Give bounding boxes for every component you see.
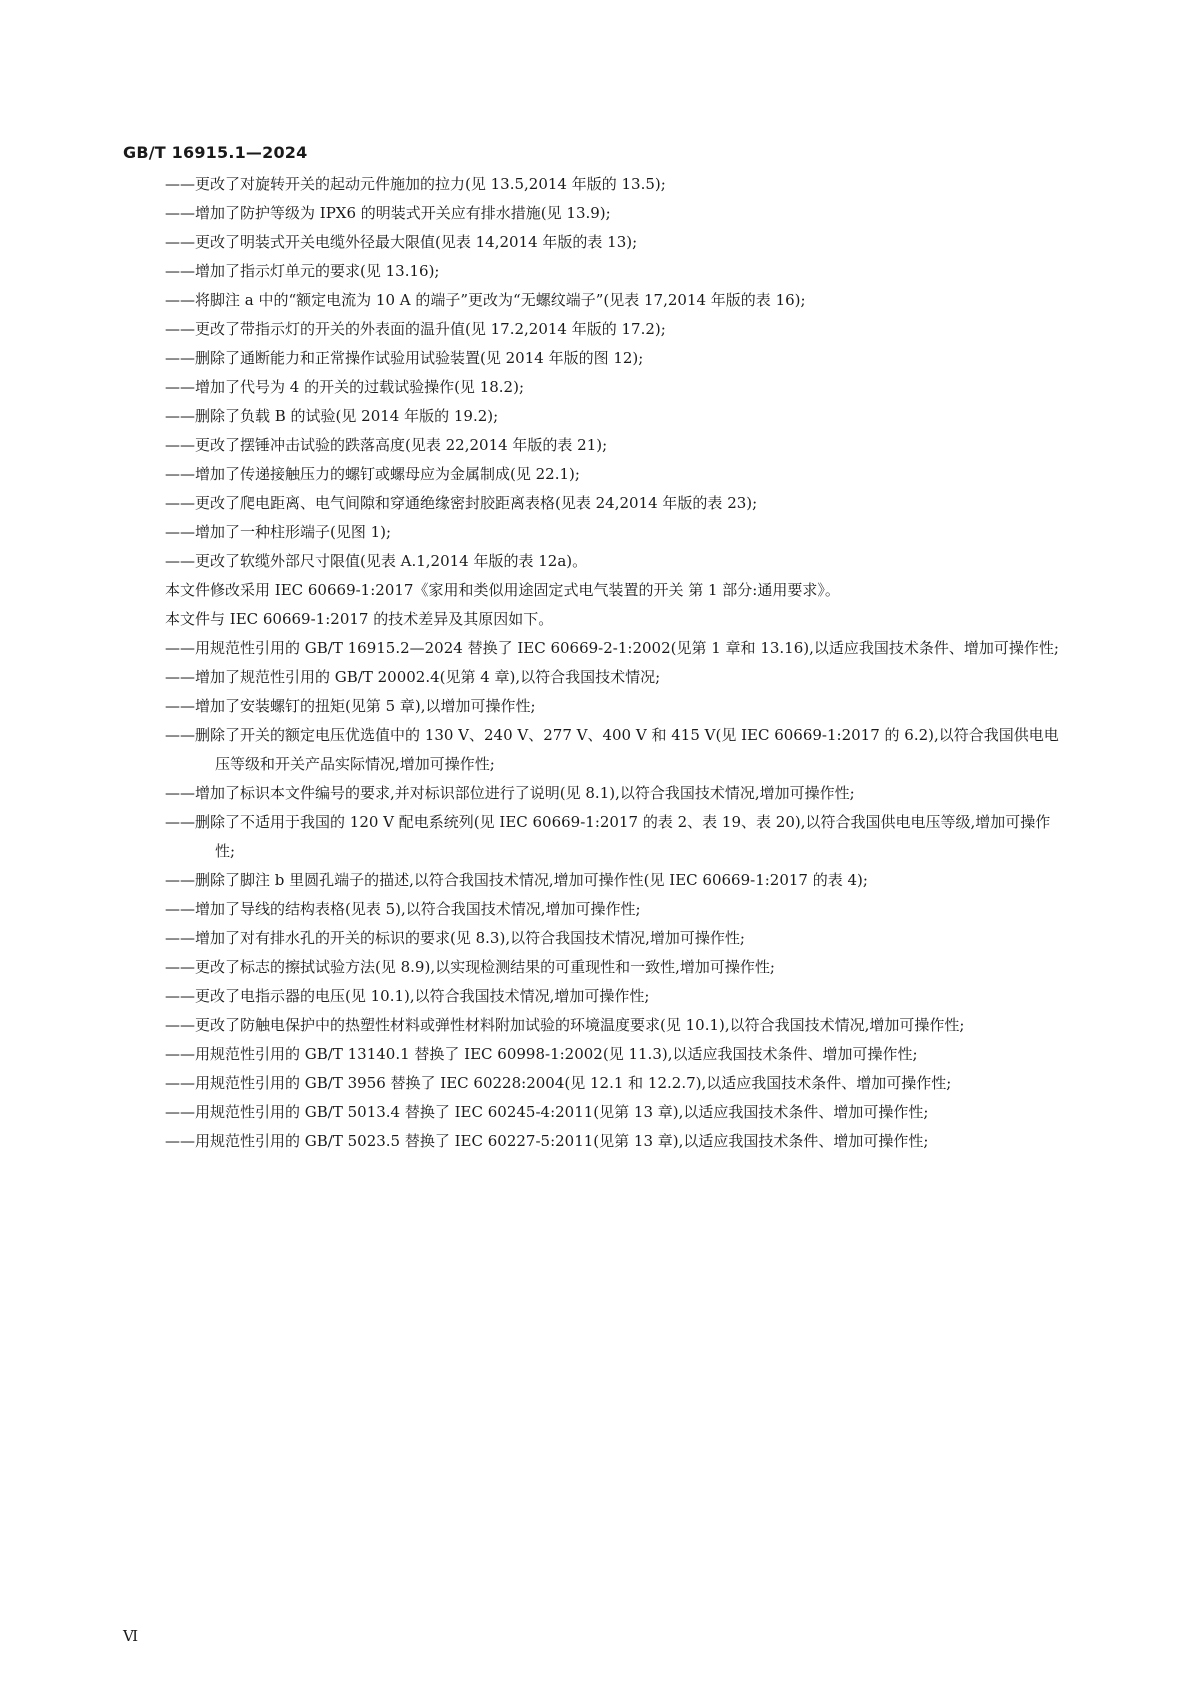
standard-code-header: GB/T 16915.1—2024 <box>123 143 308 162</box>
list-item: ——增加了标识本文件编号的要求,并对标识部位进行了说明(见 8.1),以符合我国技术情况,增加可操作性; <box>165 784 855 802</box>
list-item: ——删除了通断能力和正常操作试验用试验装置(见 2014 年版的图 12); <box>165 349 644 367</box>
list-item: ——更改了摆锤冲击试验的跌落高度(见表 22,2014 年版的表 21); <box>165 436 608 454</box>
list-item: ——用规范性引用的 GB/T 3956 替换了 IEC 60228:2004(见 12.1 和 12.2.7),以适应我国技术条件、增加可操作性; <box>165 1074 952 1092</box>
list-item: ——更改了标志的擦拭试验方法(见 8.9),以实现检测结果的可重现性和一致性,增加可操作性; <box>165 958 775 976</box>
list-item: ——用规范性引用的 GB/T 5023.5 替换了 IEC 60227-5:2011(见第 13 章),以适应我国技术条件、增加可操作性; <box>165 1132 929 1150</box>
list-item: ——删除了不适用于我国的 120 V 配电系统列(见 IEC 60669-1:2017 的表 2、表 19、表 20),以符合我国供电电压等级,增加可操作性; <box>165 813 1051 860</box>
list-item: ——删除了脚注 b 里圆孔端子的描述,以符合我国技术情况,增加可操作性(见 IEC 60669-1:2017 的表 4); <box>165 871 868 889</box>
list-item: ——增加了指示灯单元的要求(见 13.16); <box>165 262 440 280</box>
list-item: ——更改了软缆外部尺寸限值(见表 A.1,2014 年版的表 12a)。 <box>165 552 588 570</box>
list-item: ——增加了一种柱形端子(见图 1); <box>165 523 392 541</box>
list-item: ——更改了明装式开关电缆外径最大限值(见表 14,2014 年版的表 13); <box>165 233 638 251</box>
list-item: ——增加了规范性引用的 GB/T 20002.4(见第 4 章),以符合我国技术情况; <box>165 668 661 686</box>
body-paragraph: 本文件与 IEC 60669-1:2017 的技术差异及其原因如下。 <box>165 610 554 628</box>
list-item: ——删除了开关的额定电压优选值中的 130 V、240 V、277 V、400 V 和 415 V(见 IEC 60669-1:2017 的 6.2),以符合我国供电电压等级和开关产品实际情况,增加可操作性; <box>165 726 1059 773</box>
list-item: ——更改了爬电距离、电气间隙和穿通绝缘密封胶距离表格(见表 24,2014 年版的表 23); <box>165 494 758 512</box>
list-item: ——用规范性引用的 GB/T 16915.2—2024 替换了 IEC 60669-2-1:2002(见第 1 章和 13.16),以适应我国技术条件、增加可操作性; <box>165 639 1059 657</box>
list-item: ——用规范性引用的 GB/T 13140.1 替换了 IEC 60998-1:2002(见 11.3),以适应我国技术条件、增加可操作性; <box>165 1045 918 1063</box>
list-item: ——用规范性引用的 GB/T 5013.4 替换了 IEC 60245-4:2011(见第 13 章),以适应我国技术条件、增加可操作性; <box>165 1103 929 1121</box>
document-body <box>123 170 1063 1156</box>
list-item: ——增加了导线的结构表格(见表 5),以符合我国技术情况,增加可操作性; <box>165 900 641 918</box>
list-item: ——增加了对有排水孔的开关的标识的要求(见 8.3),以符合我国技术情况,增加可操作性; <box>165 929 745 947</box>
list-item: ——增加了安装螺钉的扭矩(见第 5 章),以增加可操作性; <box>165 697 536 715</box>
list-item: ——删除了负载 B 的试验(见 2014 年版的 19.2); <box>165 407 499 425</box>
list-item: ——更改了对旋转开关的起动元件施加的拉力(见 13.5,2014 年版的 13.5); <box>165 175 666 193</box>
list-item: ——更改了电指示器的电压(见 10.1),以符合我国技术情况,增加可操作性; <box>165 987 650 1005</box>
list-item: ——增加了防护等级为 IPX6 的明装式开关应有排水措施(见 13.9); <box>165 204 611 222</box>
list-item: ——更改了防触电保护中的热塑性材料或弹性材料附加试验的环境温度要求(见 10.1),以符合我国技术情况,增加可操作性; <box>165 1016 965 1034</box>
list-item: ——将脚注 a 中的“额定电流为 10 A 的端子”更改为“无螺纹端子”(见表 17,2014 年版的表 16); <box>165 291 806 309</box>
list-item: ——增加了传递接触压力的螺钉或螺母应为金属制成(见 22.1); <box>165 465 580 483</box>
list-item: ——增加了代号为 4 的开关的过载试验操作(见 18.2); <box>165 378 525 396</box>
list-item: ——更改了带指示灯的开关的外表面的温升值(见 17.2,2014 年版的 17.2); <box>165 320 666 338</box>
body-paragraph: 本文件修改采用 IEC 60669-1:2017《家用和类似用途固定式电气装置的开关 第 1 部分:通用要求》。 <box>165 581 840 599</box>
page-number: Ⅵ <box>123 1627 139 1645</box>
